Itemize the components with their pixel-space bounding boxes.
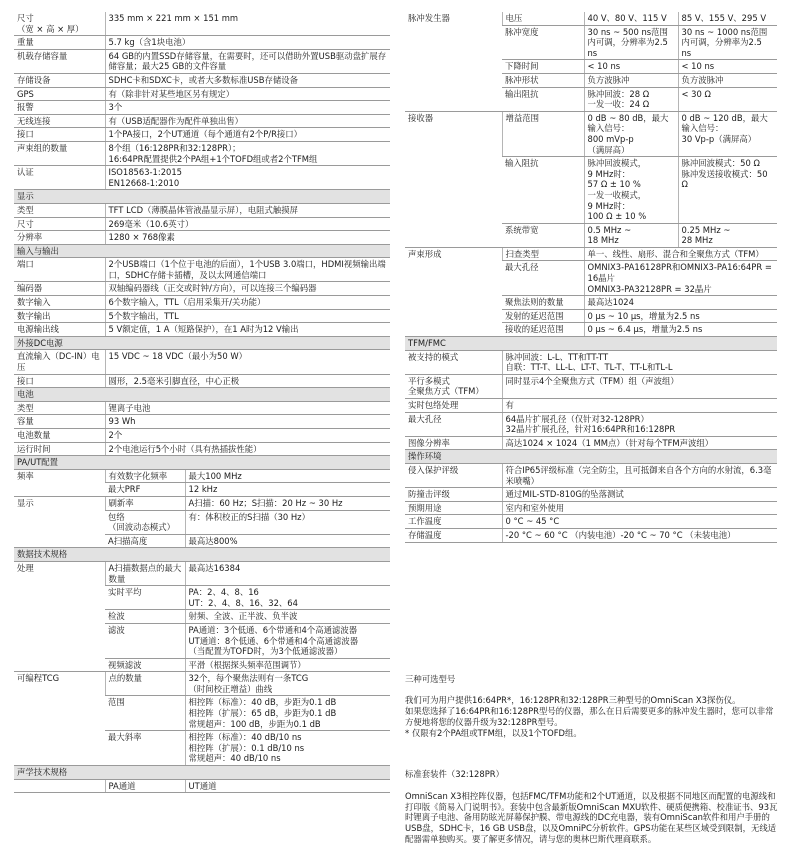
sub-label: A扫描高度 xyxy=(105,534,185,548)
spec-label: 重量 xyxy=(14,36,105,50)
models-body: 我们可为用户提供16:64PR*，16:128PR和32:128PR三种型号的OmniScan X3探伤仪。 如果您选择了16:64PR和16:128PR型号的仪器，那么在日后需要更多的脉冲发生器时，您可以非常方便地将您的仪器升级为32:128PR型号。 * 仅限有2个PA组或TFM组，以及1个TOFD组。 xyxy=(405,695,774,738)
spec-value: 射频、全波、正半波、负半波 xyxy=(185,610,390,624)
spec-label: 平行多模式 全聚焦方式（TFM） xyxy=(405,374,502,398)
spec-label: 最大孔径 xyxy=(405,412,502,436)
spec-value-ut: 脉冲回波模式：50 Ω 脉冲发送接收模式：50 Ω xyxy=(678,157,777,224)
spec-row xyxy=(14,309,390,323)
spec-value: TFT LCD（薄膜晶体管液晶显示屏），电阻式触摸屏 xyxy=(105,203,390,217)
spec-value: 8个组（16:128PR和32:128PR）； 16:64PR配置提供2个PA组+1个TOFD组或者2个TFM组 xyxy=(105,141,390,165)
spec-row xyxy=(405,399,777,413)
spec-label: 类型 xyxy=(14,203,105,217)
spec-row xyxy=(14,323,390,337)
spec-value: 有 xyxy=(502,399,777,413)
spec-value-pa: 0.5 MHz ~ 18 MHz xyxy=(584,223,678,247)
spec-label: 类型 xyxy=(14,401,105,415)
sub-label: 电压 xyxy=(502,12,584,25)
spec-value: 同时显示4个全聚焦方式（TFM）组（声波组） xyxy=(502,374,777,398)
spec-value: 0 °C ~ 45 °C xyxy=(502,515,777,529)
spec-row xyxy=(14,672,390,696)
right-spec-table xyxy=(405,12,777,543)
spec-row xyxy=(405,463,777,487)
sub-label: 实时平均 xyxy=(105,586,185,610)
spec-value-pa: 负方波脉冲 xyxy=(584,73,678,87)
spec-row xyxy=(14,296,390,310)
sub-label: 最大斜率 xyxy=(105,731,185,766)
spec-row xyxy=(405,501,777,515)
spec-row xyxy=(405,247,777,261)
section-header-row xyxy=(14,190,390,204)
spec-row xyxy=(14,114,390,128)
spec-label: 预期用途 xyxy=(405,501,502,515)
sub-label: 有效数字化频率 xyxy=(105,469,185,483)
section-header-row xyxy=(14,548,390,562)
section-title: 电池 xyxy=(14,388,390,402)
sub-label: 刷新率 xyxy=(105,496,185,510)
spec-value: 室内和室外使用 xyxy=(502,501,777,515)
spec-value: 3个 xyxy=(105,101,390,115)
spec-row xyxy=(405,12,777,25)
sub-label: A扫描数据点的最大数量 xyxy=(105,561,185,585)
spec-value: 双轴编码器线（正交或时钟/方向），可以连接三个编码器 xyxy=(105,282,390,296)
spec-label: 声束组的数量 xyxy=(14,141,105,165)
spec-row xyxy=(14,217,390,231)
spec-label: 防撞击评级 xyxy=(405,488,502,502)
spec-row xyxy=(14,442,390,456)
section-header-row xyxy=(14,244,390,258)
sub-label: 增益范围 xyxy=(502,111,584,156)
spec-value: 5 V额定值，1 A（短路保护），在1 A时为12 V输出 xyxy=(105,323,390,337)
right-spec-column xyxy=(405,12,777,543)
spec-value: 最高达16384 xyxy=(185,561,390,585)
kit-title: 标准套装件（32:128PR） xyxy=(405,769,504,780)
sub-label: 范围 xyxy=(105,696,185,731)
spec-value: 0 μs ~ 6.4 μs，增量为2.5 ns xyxy=(584,323,777,337)
sub-label: 输出阻抗 xyxy=(502,87,584,111)
spec-value: 相控阵（标准）：40 dB/10 ns 相控阵（扩展）：0.1 dB/10 ns 常规超声：40 dB/10 ns xyxy=(185,731,390,766)
spec-value-pa: 脉冲回波模式， 9 MHz时： 57 Ω ± 10 % 一发一收模式， 9 MHz时： 100 Ω ± 10 % xyxy=(584,157,678,224)
spec-row xyxy=(14,401,390,415)
spec-label: 接口 xyxy=(14,374,105,388)
spec-row xyxy=(405,350,777,374)
notes-section xyxy=(405,663,779,865)
spec-row xyxy=(14,496,390,510)
spec-value: 有（除非针对某些地区另有规定） xyxy=(105,87,390,101)
spec-value: 2个USB端口（1个位于电池的后面），1个USB 3.0端口，HDMI视频输出端口，SDHC存储卡插槽，及以太网通信端口 xyxy=(105,258,390,282)
spec-row xyxy=(14,469,390,483)
spec-row xyxy=(14,87,390,101)
spec-value: 1280 × 768像素 xyxy=(105,231,390,245)
models-title: 三种可选型号 xyxy=(405,673,456,684)
group-label: 处理 xyxy=(14,561,105,671)
spec-value: 0 μs ~ 10 μs，增量为2.5 ns xyxy=(584,309,777,323)
spec-row xyxy=(14,141,390,165)
group-label: 频率 xyxy=(14,469,105,496)
spec-label: 图像分辨率 xyxy=(405,436,502,450)
spec-label: 运行时间 xyxy=(14,442,105,456)
spec-value: 5.7 kg（含1块电池） xyxy=(105,36,390,50)
spec-value-ut: < 30 Ω xyxy=(678,87,777,111)
group-label: 脉冲发生器 xyxy=(405,12,502,111)
section-header-row xyxy=(14,388,390,402)
spec-value-ut: 负方波脉冲 xyxy=(678,73,777,87)
spec-label: 存储设备 xyxy=(14,73,105,87)
spec-row xyxy=(405,374,777,398)
spec-value: PA：2、4、8、16 UT：2、4、8、16、32、64 xyxy=(185,586,390,610)
section-title: 外接DC电源 xyxy=(14,336,390,350)
spec-value: 1个PA接口，2个UT通道（每个通道有2个P/R接口） xyxy=(105,128,390,142)
spec-row xyxy=(14,415,390,429)
spec-row xyxy=(14,231,390,245)
spec-value-pa: < 10 ns xyxy=(584,60,678,74)
sub-label: 最大孔径 xyxy=(502,261,584,296)
spec-value: 单一、线性、扇形、混合和全聚焦方式（TFM） xyxy=(584,247,777,261)
sub-label: 检波 xyxy=(105,610,185,624)
spec-row xyxy=(405,111,777,156)
section-title: 数据技术规格 xyxy=(14,548,390,562)
sub-label: 下降时间 xyxy=(502,60,584,74)
sub-label: 视频滤波 xyxy=(105,658,185,672)
spec-row xyxy=(14,101,390,115)
spec-value-ut: 30 ns ~ 1000 ns范围内可调，分辨率为2.5 ns xyxy=(678,25,777,60)
sub-label: 接收的延迟范围 xyxy=(502,323,584,337)
spec-value-pa: 30 ns ~ 500 ns范围内可调，分辨率为2.5 ns xyxy=(584,25,678,60)
spec-row xyxy=(14,258,390,282)
spec-row xyxy=(14,203,390,217)
group-label: 显示 xyxy=(14,496,105,547)
spec-label: GPS xyxy=(14,87,105,101)
spec-value: ISO18563-1:2015 EN12668-1:2010 xyxy=(105,166,390,190)
spec-label: 侵入保护评级 xyxy=(405,463,502,487)
acoustic-header-pa: PA通道 xyxy=(105,779,185,793)
spec-label: 编码器 xyxy=(14,282,105,296)
spec-value: PA通道：3个低通、6个带通和4个高通滤波器 UT通道：8个低通、6个带通和4个高通滤波器 （当配置为TOFD时，为3个低通滤波器） xyxy=(185,623,390,658)
section-header-row xyxy=(405,337,777,351)
left-spec-column xyxy=(14,12,390,793)
section-header-row xyxy=(405,450,777,464)
spec-row xyxy=(405,412,777,436)
group-label: 声束形成 xyxy=(405,247,502,336)
spec-value: 269毫米（10.6英寸） xyxy=(105,217,390,231)
spec-row xyxy=(14,429,390,443)
section-header-row xyxy=(14,766,390,780)
spec-value-ut: 85 V、155 V、295 V xyxy=(678,12,777,25)
spec-row xyxy=(14,36,390,50)
spec-label: 机载存储容量 xyxy=(14,49,105,73)
spec-value: A扫描：60 Hz；S扫描：20 Hz ~ 30 Hz xyxy=(185,496,390,510)
group-label: 接收器 xyxy=(405,111,502,247)
section-title: TFM/FMC xyxy=(405,337,777,351)
spec-row xyxy=(14,73,390,87)
spec-value: 锂离子电池 xyxy=(105,401,390,415)
spec-label: 被支持的模式 xyxy=(405,350,502,374)
spec-label: 尺寸 （宽 × 高 × 厚） xyxy=(14,12,105,36)
spec-value: 6个数字输入，TTL（启用采集开/关功能） xyxy=(105,296,390,310)
sub-label: 脉冲宽度 xyxy=(502,25,584,60)
spec-label: 存储温度 xyxy=(405,528,502,542)
spec-row xyxy=(14,374,390,388)
spec-value: 12 kHz xyxy=(185,483,390,497)
section-title: 操作环境 xyxy=(405,450,777,464)
left-spec-table xyxy=(14,12,390,793)
spec-label: 端口 xyxy=(14,258,105,282)
sub-label: 最大PRF xyxy=(105,483,185,497)
acoustic-header-row xyxy=(14,779,390,793)
spec-value: 15 VDC ~ 18 VDC（最小为50 W） xyxy=(105,350,390,374)
spec-value: OMNIX3-PA16128PR和OMNIX3-PA16:64PR = 16晶片 OMNIX3-PA32128PR = 32晶片 xyxy=(584,261,777,296)
spec-value: 2个电池运行5个小时（具有热插拔性能） xyxy=(105,442,390,456)
spec-label: 分辨率 xyxy=(14,231,105,245)
spec-value: 最高达1024 xyxy=(584,296,777,310)
acoustic-blank-cell xyxy=(14,779,105,793)
spec-value-pa: 0 dB ~ 80 dB，最大输入信号： 800 mVp-p （满屏高） xyxy=(584,111,678,156)
spec-label: 无线连接 xyxy=(14,114,105,128)
kit-body: OmniScan X3相控阵仪器，包括FMC/TFM功能和2个UT通道，以及根据不同地区而配置的电源线和打印版《简易入门说明书》。套装中包含最新版OmniScan MXU软件、硬质便携箱、校准证书、93瓦时锂离子电池、备用防眩光屏幕保护膜、带电源线的DC充电器，装有OmniScan软件和用户手册的USB盘，SDHC卡，16 GB USB盘，以及OmniPC分析软件。GPS功能在某些区域受到限制，无线适配器需单独购买。要了解更多情况，请与您的奥林巴斯代理商联系。 xyxy=(405,790,778,844)
spec-row xyxy=(405,436,777,450)
spec-value: 64 GB的内置SSD存储容量，在需要时，还可以借助外置USB驱动盘扩展存储容量；最大25 GB的文件容量 xyxy=(105,49,390,73)
spec-value-ut: 0.25 MHz ~ 28 MHz xyxy=(678,223,777,247)
spec-value: 有：体积校正的S扫描（30 Hz） xyxy=(185,510,390,534)
sub-label: 点的数量 xyxy=(105,672,185,696)
section-header-row xyxy=(14,336,390,350)
spec-label: 认证 xyxy=(14,166,105,190)
section-title: 声学技术规格 xyxy=(14,766,390,780)
sub-label: 包络 （回波动态模式） xyxy=(105,510,185,534)
spec-label: 报警 xyxy=(14,101,105,115)
spec-value: 2个 xyxy=(105,429,390,443)
spec-value: 64晶片扩展孔径（仅针对32-128PR） 32晶片扩展孔径，针对16:64PR和16:128PR xyxy=(502,412,777,436)
section-title: PA/UT配置 xyxy=(14,456,390,470)
spec-label: 容量 xyxy=(14,415,105,429)
spec-value-pa: 40 V、80 V、115 V xyxy=(584,12,678,25)
spec-value: 最大100 MHz xyxy=(185,469,390,483)
spec-value-ut: < 10 ns xyxy=(678,60,777,74)
spec-row xyxy=(14,12,390,36)
spec-value-ut: 0 dB ~ 120 dB，最大输入信号： 30 Vp-p（满屏高） xyxy=(678,111,777,156)
spec-row xyxy=(405,488,777,502)
spec-row xyxy=(405,515,777,529)
section-title: 显示 xyxy=(14,190,390,204)
sub-label: 脉冲形状 xyxy=(502,73,584,87)
spec-label: 电源输出线 xyxy=(14,323,105,337)
spec-value: 5个数字输出，TTL xyxy=(105,309,390,323)
spec-value: 32个，每个聚焦法则有一条TCG （时间校正增益）曲线 xyxy=(185,672,390,696)
spec-value: 最高达800% xyxy=(185,534,390,548)
sub-label: 扫查类型 xyxy=(502,247,584,261)
spec-row xyxy=(14,166,390,190)
spec-value: 93 Wh xyxy=(105,415,390,429)
spec-value: 高达1024 × 1024（1 MM点）（针对每个TFM声波组） xyxy=(502,436,777,450)
models-block xyxy=(405,663,779,749)
spec-value: SDHC卡和SDXC卡，或者大多数标准USB存储设备 xyxy=(105,73,390,87)
sub-label: 滤波 xyxy=(105,623,185,658)
spec-label: 尺寸 xyxy=(14,217,105,231)
spec-value: 335 mm × 221 mm × 151 mm xyxy=(105,12,390,36)
sub-label: 聚焦法则的数量 xyxy=(502,296,584,310)
group-label: 可编程TCG xyxy=(14,672,105,766)
spec-row xyxy=(14,561,390,585)
spec-label: 电池数量 xyxy=(14,429,105,443)
spec-value: 通过MIL-STD-810G的坠落测试 xyxy=(502,488,777,502)
sub-label: 发射的延迟范围 xyxy=(502,309,584,323)
sub-label: 系统带宽 xyxy=(502,223,584,247)
spec-value: 相控阵（标准）：40 dB，步距为0.1 dB 相控阵（扩展）：65 dB，步距为0.1 dB 常规超声：100 dB，步距为0.1 dB xyxy=(185,696,390,731)
spec-value: 脉冲回波：L-L、TT和TT-TT 自联：TT-T、LL-L、LT-T、TL-T、TT-L和TL-L xyxy=(502,350,777,374)
spec-row xyxy=(14,350,390,374)
spec-row xyxy=(14,128,390,142)
spec-value: 平滑（根据探头频率范围调节） xyxy=(185,658,390,672)
spec-value-pa: 脉冲回波：28 Ω 一发一收：24 Ω xyxy=(584,87,678,111)
spec-label: 接口 xyxy=(14,128,105,142)
sub-label: 输入阻抗 xyxy=(502,157,584,224)
spec-label: 实时包络处理 xyxy=(405,399,502,413)
section-header-row xyxy=(14,456,390,470)
section-title: 输入与输出 xyxy=(14,244,390,258)
acoustic-header-ut: UT通道 xyxy=(185,779,390,793)
kit-block xyxy=(405,758,779,855)
spec-row xyxy=(405,528,777,542)
spec-value: -20 °C ~ 60 °C （内装电池）-20 °C ~ 70 °C （未装电池） xyxy=(502,528,777,542)
spec-label: 工作温度 xyxy=(405,515,502,529)
spec-row xyxy=(14,282,390,296)
spec-value: 圆形，2.5毫米引脚直径，中心正极 xyxy=(105,374,390,388)
spec-label: 直流输入（DC-IN）电压 xyxy=(14,350,105,374)
spec-value: 有（USB适配器作为配件单独出售） xyxy=(105,114,390,128)
spec-row xyxy=(14,49,390,73)
spec-value: 符合IP65评级标准（完全防尘，且可抵御来自各个方向的水射流，6.3毫米喷嘴） xyxy=(502,463,777,487)
spec-label: 数字输入 xyxy=(14,296,105,310)
spec-label: 数字输出 xyxy=(14,309,105,323)
